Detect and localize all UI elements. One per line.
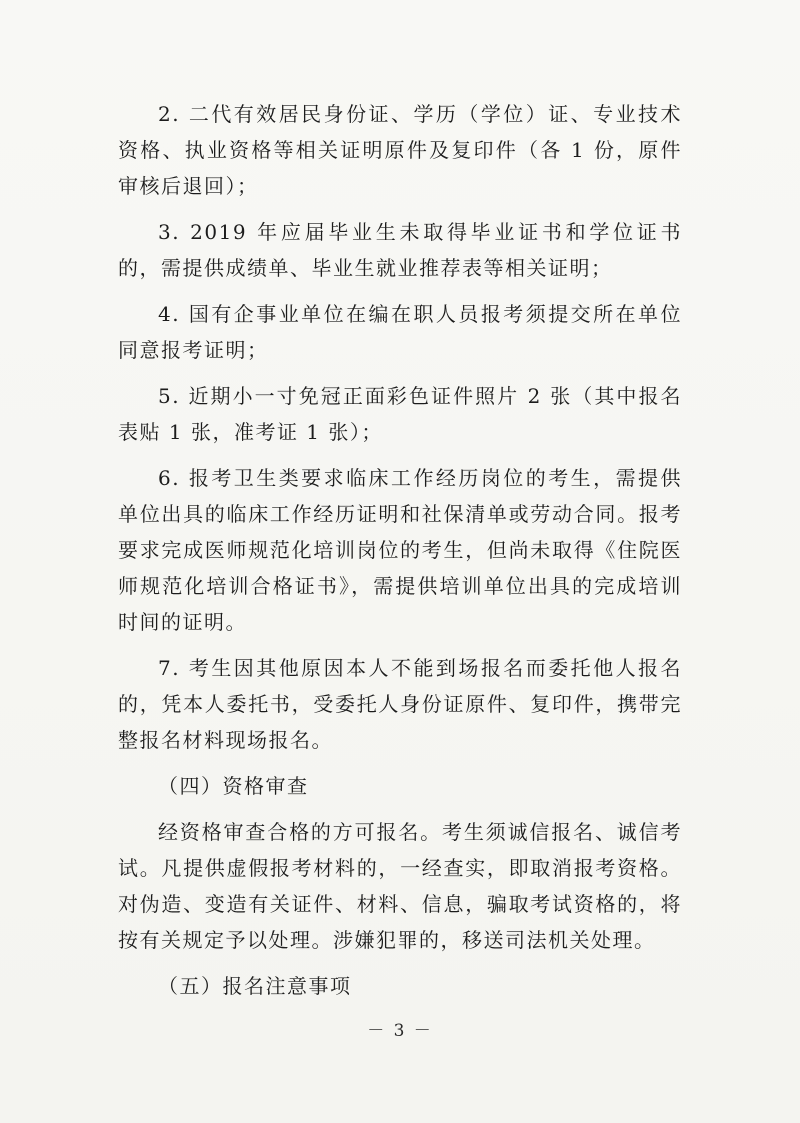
list-item-2: 2. 二代有效居民身份证、学历（学位）证、专业技术资格、执业资格等相关证明原件及复印件（各 1 份，原件审核后退回）； bbox=[118, 102, 682, 198]
page-number: － 3 － bbox=[367, 1021, 433, 1041]
list-item-6: 6. 报考卫生类要求临床工作经历岗位的考生，需提供单位出具的临床工作经历证明和社保清单或劳动合同。报考要求完成医师规范化培训岗位的考生，但尚未取得《住院医师规范化培训合格证书》，需提供培训单位出具的完成培训时间的证明。 bbox=[118, 466, 682, 634]
section-body-qualification-review: 经资格审查合格的方可报名。考生须诚信报名、诚信考试。凡提供虚假报考材料的，一经查实，即取消报考资格。对伪造、变造有关证件、材料、信息，骗取考试资格的，将按有关规定予以处理。涉嫌犯罪的，移送司法机关处理。 bbox=[118, 820, 682, 952]
section-heading-qualification-review: （四）资格审查 bbox=[158, 774, 309, 798]
list-item-7: 7. 考生因其他原因本人不能到场报名而委托他人报名的，凭本人委托书，受委托人身份证原件、复印件，携带完整报名材料现场报名。 bbox=[118, 656, 682, 752]
list-item-5: 5. 近期小一寸免冠正面彩色证件照片 2 张（其中报名表贴 1 张，准考证 1 张）； bbox=[118, 384, 682, 444]
section-heading-registration-notes: （五）报名注意事项 bbox=[158, 974, 352, 998]
list-item-4: 4. 国有企事业单位在编在职人员报考须提交所在单位同意报考证明； bbox=[118, 302, 682, 362]
list-item-3: 3. 2019 年应届毕业生未取得毕业证书和学位证书的，需提供成绩单、毕业生就业推荐表等相关证明； bbox=[118, 220, 682, 280]
